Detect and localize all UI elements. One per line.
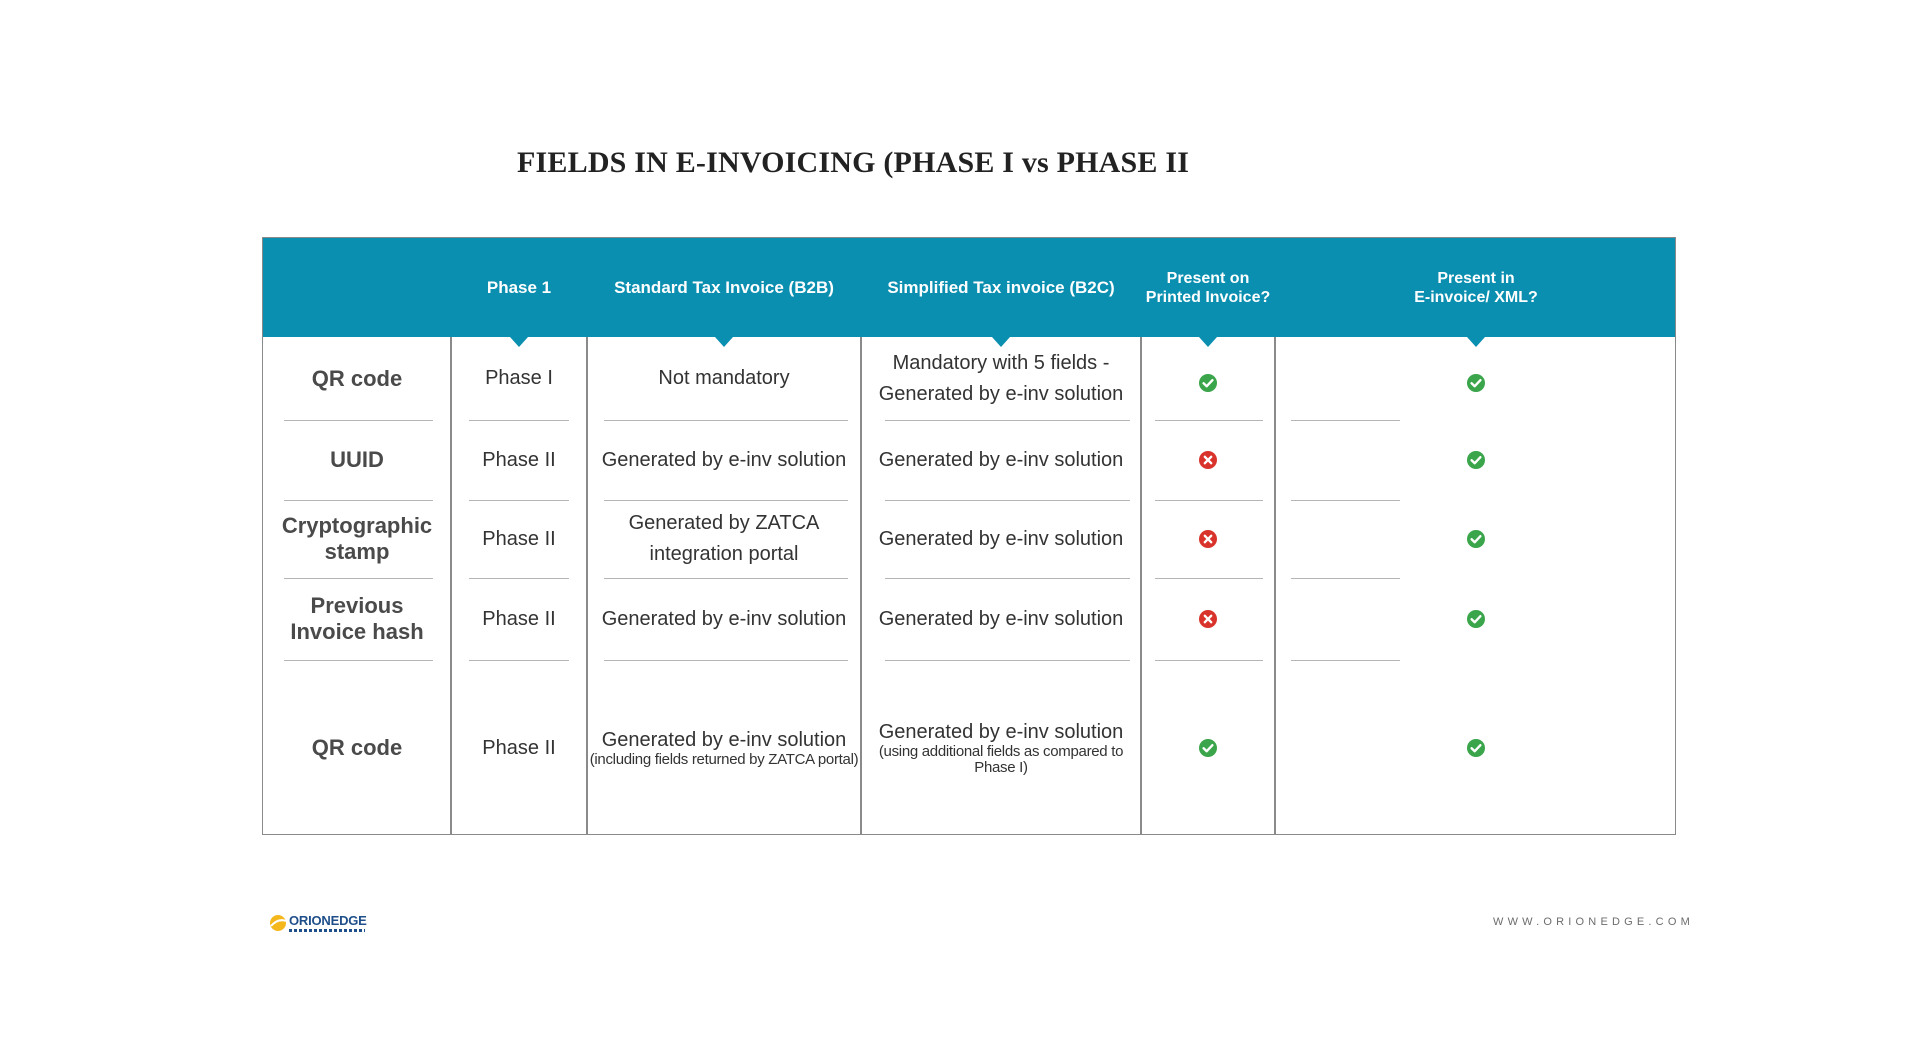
table-cell-phase [451,500,587,578]
check-circle-icon [1466,529,1486,549]
table-cell-b2c [861,660,1141,836]
orionedge-logo [269,914,367,932]
check-circle-icon [1466,373,1486,393]
table-cell-phase [451,420,587,500]
table-cell-b2b [587,420,861,500]
header-label: Simplified Tax invoice (B2C) [887,278,1115,297]
header-pointer [1199,337,1217,347]
table-cell-b2b [587,660,861,836]
row-divider [1155,420,1263,421]
row-divider [1155,660,1263,661]
cell-text: Generated by e-inv solution [601,448,847,471]
cell-text: Phase II [482,448,556,471]
b2b-header [587,238,861,337]
logo-name: ORIONEDGE [289,913,367,928]
cell-text: Phase II [482,607,556,630]
table-cell-phase [451,337,587,420]
cell-text: Phase I [485,367,553,389]
printed-header [1141,238,1275,337]
cell-text: Generated by e-inv solution [601,729,847,751]
website-url: WWW.ORIONEDGE.COM [1493,916,1694,928]
cell-text: Phase II [482,527,556,550]
header-label: Phase 1 [486,278,552,297]
column-divider [1274,337,1276,834]
cell-text: QR code [311,735,403,760]
table-cell-field [263,578,451,660]
b2c-header [861,238,1141,337]
cell-text: QR code [311,365,403,391]
row-divider [1291,660,1400,661]
cross-circle-icon [1198,529,1218,549]
table-cell-field [263,500,451,578]
cell-text: Generated by ZATCA integration portal [628,512,820,565]
cross-circle-icon [1198,450,1218,470]
table-cell-field [263,337,451,420]
check-circle-icon [1198,738,1218,758]
cell-text: Generated by e-inv solution [878,527,1124,550]
check-circle-icon [1466,609,1486,629]
cell-text: Previous Invoice hash [290,593,424,644]
cell-text: Mandatory with 5 fields - Generated by e-inv solution [878,351,1124,405]
cell-text: Generated by e-inv solution [878,721,1124,743]
table-cell-b2c [861,337,1141,420]
table-header [263,238,1675,337]
xml-header [1275,238,1677,337]
table-cell-b2b [587,578,861,660]
row-divider [1155,578,1263,579]
table-cell-phase [451,578,587,660]
header-label: Present on Printed Invoice? [1145,269,1271,306]
header-pointer [1467,337,1485,347]
cell-note: (including fields returned by ZATCA portal) [589,751,859,768]
table-cell-b2c [861,420,1141,500]
check-circle-icon [1466,450,1486,470]
cross-circle-icon [1198,609,1218,629]
table-cell-b2c [861,500,1141,578]
check-circle-icon [1466,738,1486,758]
comparison-table [262,237,1676,835]
table-cell-b2c [861,578,1141,660]
cell-text: Phase II [482,736,556,759]
cell-text: Generated by e-inv solution [878,607,1124,630]
row-divider [1291,578,1400,579]
logo-sun-icon [269,914,287,932]
phase-header [451,238,587,337]
table-cell-b2b [587,337,861,420]
logo-tagline-graphic [289,929,365,932]
row-divider [1291,420,1400,421]
cell-text: Not mandatory [658,367,790,389]
cell-note: (using additional fields as compared to Phase I) [878,743,1124,776]
page-title: FIELDS IN E-INVOICING (PHASE I vs PHASE II [517,146,1190,179]
table-cell-b2b [587,500,861,578]
cell-text: UUID [330,447,384,472]
row-divider [1155,500,1263,501]
field-label-header [263,238,451,337]
row-divider [1291,500,1400,501]
header-label: Present in E-invoice/ XML? [1414,269,1538,306]
header-label: Standard Tax Invoice (B2B) [614,278,834,297]
check-circle-icon [1198,373,1218,393]
cell-text: Cryptographic stamp [281,513,433,564]
table-cell-field [263,420,451,500]
cell-text: Generated by e-inv solution [601,607,847,630]
table-cell-field [263,660,451,836]
cell-text: Generated by e-inv solution [878,448,1124,471]
table-cell-phase [451,660,587,836]
